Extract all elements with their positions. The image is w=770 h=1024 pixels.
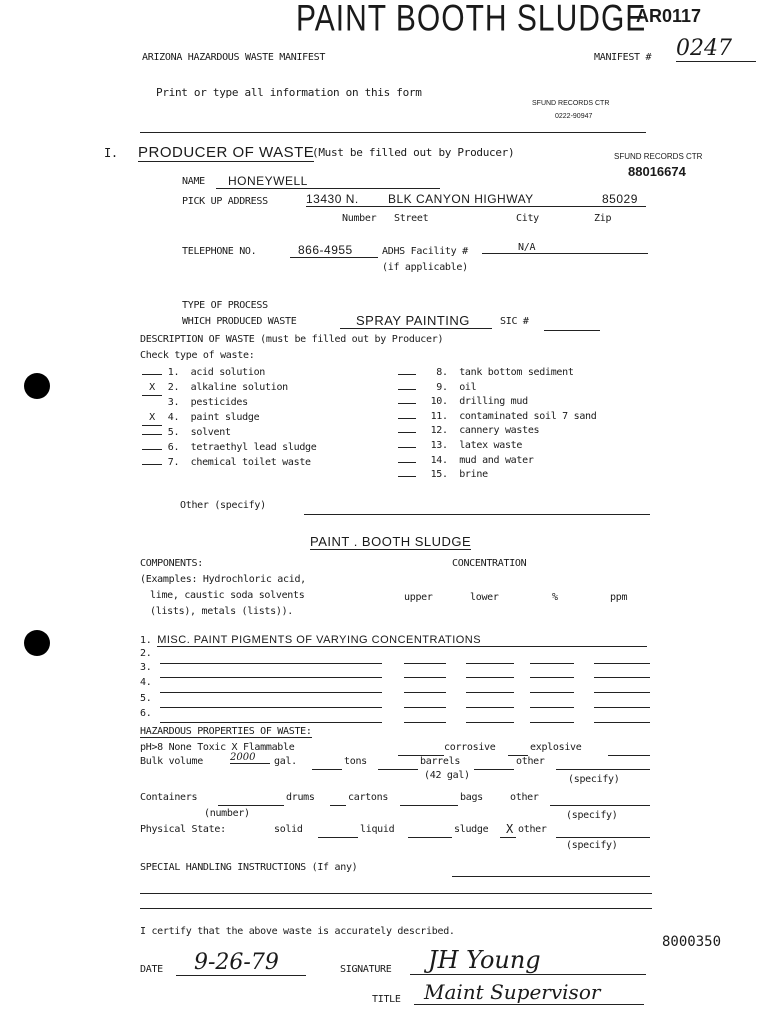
title-value: Maint Supervisor	[414, 980, 644, 1005]
concentration-label: CONCENTRATION	[452, 558, 527, 569]
containers-other: other	[510, 792, 539, 803]
waste-type-item: 10. drilling mud	[398, 395, 596, 410]
records-stamp-1-line2: 0222-90947	[555, 113, 593, 120]
waste-type-item: 3. pesticides	[167, 397, 248, 409]
other-specify-underline	[304, 514, 650, 515]
containers-cartons: cartons	[348, 792, 389, 803]
waste-type-item: X 2. alkaline solution	[142, 381, 317, 397]
physical-line	[500, 837, 516, 838]
address-sub-number: Number	[342, 213, 377, 224]
physical-sludge-mark: X	[506, 822, 513, 836]
conc-line	[466, 707, 514, 708]
sic-label: SIC #	[500, 316, 529, 327]
conc-line	[404, 692, 446, 693]
certify-text: I certify that the above waste is accurately described.	[140, 926, 455, 937]
bulk-line	[312, 769, 342, 770]
address-street: BLK CANYON HIGHWAY	[384, 192, 584, 207]
containers-number: (number)	[204, 808, 250, 819]
header-divider	[140, 132, 646, 133]
sic-underline	[544, 330, 600, 331]
section-number: I.	[104, 146, 118, 160]
column-percent: %	[552, 592, 558, 603]
hazard-ph-line: pH>8 None Toxic X Flammable	[140, 742, 295, 753]
column-lower: lower	[470, 592, 499, 603]
date-label: DATE	[140, 964, 163, 975]
signature-label: SIGNATURE	[340, 964, 392, 975]
bulk-42gal: (42 gal)	[424, 770, 470, 781]
special-line	[140, 908, 652, 909]
physical-line	[556, 837, 650, 838]
conc-line	[530, 722, 574, 723]
components-heading: PAINT . BOOTH SLUDGE	[310, 534, 472, 549]
containers-specify: (specify)	[566, 810, 618, 821]
document-id: AR0117	[636, 6, 702, 26]
bulk-tons: tons	[344, 756, 367, 767]
conc-line	[404, 722, 446, 723]
waste-type-item: 13. latex waste	[398, 439, 596, 454]
address-label: PICK UP ADDRESS	[182, 196, 268, 207]
waste-type-item: 12. cannery wastes	[398, 424, 596, 439]
address-number: 13430 N.	[306, 192, 384, 207]
check-type-label: Check type of waste:	[140, 350, 255, 361]
special-handling-label: SPECIAL HANDLING INSTRUCTIONS (If any)	[140, 862, 358, 873]
special-line	[140, 893, 652, 894]
form-name: ARIZONA HAZARDOUS WASTE MANIFEST	[142, 52, 326, 63]
description-label: DESCRIPTION OF WASTE (must be filled out by Producer)	[140, 334, 444, 345]
name-value: HONEYWELL	[216, 174, 440, 189]
conc-line	[530, 707, 574, 708]
adhs-label: ADHS Facility #	[382, 246, 468, 257]
hazard-explosive: explosive	[530, 742, 582, 753]
component-line	[160, 663, 382, 664]
containers-bags: bags	[460, 792, 483, 803]
conc-line	[594, 707, 650, 708]
address-sub-zip: Zip	[594, 213, 612, 224]
component-line	[160, 677, 382, 678]
adhs-note: (if applicable)	[382, 262, 468, 273]
bulk-line	[556, 769, 650, 770]
hole-punch-top	[24, 373, 50, 399]
manifest-number: 0247	[676, 36, 756, 62]
telephone-label: TELEPHONE NO.	[182, 246, 257, 257]
waste-type-item: 15. brine	[398, 468, 596, 483]
component-line	[160, 722, 382, 723]
waste-type-right-list	[398, 366, 596, 483]
conc-line	[594, 663, 650, 664]
containers-drums: drums	[286, 792, 315, 803]
physical-solid: solid	[274, 824, 303, 835]
bulk-specify: (specify)	[568, 774, 620, 785]
waste-type-item: 9. oil	[398, 381, 596, 396]
components-examples-3: (lists), metals (lists)).	[150, 606, 294, 617]
physical-other: other	[518, 824, 547, 835]
waste-type-item: 1. acid solution	[142, 366, 317, 381]
conc-line	[404, 663, 446, 664]
section-heading-note: (Must be filled out by Producer)	[312, 146, 515, 159]
adhs-value: N/A	[482, 242, 648, 254]
bulk-volume-label: Bulk volume	[140, 756, 203, 767]
physical-specify: (specify)	[566, 840, 618, 851]
conc-line	[466, 722, 514, 723]
components-examples-2: lime, caustic soda solvents	[150, 590, 305, 601]
bulk-line	[474, 769, 514, 770]
address-sub-street: Street	[394, 213, 429, 224]
containers-line	[400, 805, 458, 806]
physical-line	[408, 837, 452, 838]
conc-line	[530, 677, 574, 678]
hole-punch-bottom	[24, 630, 50, 656]
component-row: 6.	[140, 708, 152, 719]
column-upper: upper	[404, 592, 433, 603]
records-stamp-2-line1: SFUND RECORDS CTR	[614, 152, 703, 161]
components-examples-1: (Examples: Hydrochloric acid,	[140, 574, 306, 585]
title-label: TITLE	[372, 994, 401, 1005]
components-label: COMPONENTS:	[140, 558, 203, 569]
hazard-line	[608, 755, 650, 756]
containers-label: Containers	[140, 792, 198, 803]
bulk-line	[378, 769, 418, 770]
component-row: 3.	[140, 662, 152, 673]
conc-line	[404, 677, 446, 678]
conc-line	[594, 692, 650, 693]
bulk-other: other	[516, 756, 545, 767]
other-specify-label: Other (specify)	[180, 500, 266, 511]
component-line	[160, 707, 382, 708]
waste-type-item: 6. tetraethyl lead sludge	[142, 441, 317, 456]
waste-type-item: 5. solvent	[142, 426, 317, 441]
hazard-corrosive: corrosive	[444, 742, 496, 753]
component-line	[160, 692, 382, 693]
telephone-value: 866-4955	[290, 243, 378, 258]
conc-line	[530, 692, 574, 693]
column-ppm: ppm	[610, 592, 628, 603]
date-value: 9-26-79	[176, 950, 306, 976]
component-row: 4.	[140, 677, 152, 688]
bates-number: 8000350	[662, 934, 722, 950]
name-label: NAME	[182, 176, 205, 187]
address-zip: 85029	[580, 192, 646, 207]
waste-type-item: 14. mud and water	[398, 454, 596, 469]
page-title: PAINT BOOTH SLUDGE	[296, 0, 647, 40]
physical-line	[318, 837, 358, 838]
component-row: 1. MISC. PAINT PIGMENTS OF VARYING CONCENTRATIONS	[140, 634, 647, 647]
instruction-text: Print or type all information on this form	[156, 86, 422, 99]
component-row: 5.	[140, 693, 152, 704]
waste-type-item: 7. chemical toilet waste	[142, 456, 317, 471]
conc-line	[466, 663, 514, 664]
manifest-label: MANIFEST #	[594, 52, 652, 63]
conc-line	[530, 663, 574, 664]
records-stamp-1-line1: SFUND RECORDS CTR	[532, 100, 610, 107]
containers-line	[330, 805, 346, 806]
records-stamp-2-line2: 88016674	[628, 164, 686, 179]
waste-type-left-list	[142, 366, 317, 470]
bulk-barrels: barrels	[420, 756, 461, 767]
process-label-1: TYPE OF PROCESS	[182, 300, 268, 311]
physical-liquid: liquid	[360, 824, 395, 835]
address-sub-city: City	[516, 213, 539, 224]
containers-line	[550, 805, 650, 806]
conc-line	[594, 722, 650, 723]
section-heading: PRODUCER OF WASTE	[138, 144, 315, 161]
containers-line	[218, 805, 284, 806]
signature-value: JH Young	[410, 946, 646, 975]
conc-line	[466, 692, 514, 693]
hazard-label: HAZARDOUS PROPERTIES OF WASTE:	[140, 726, 312, 737]
conc-line	[594, 677, 650, 678]
waste-type-item: 8. tank bottom sediment	[398, 366, 596, 381]
bulk-volume-value: 2000	[230, 752, 270, 764]
conc-line	[466, 677, 514, 678]
waste-type-item: 11. contaminated soil 7 sand	[398, 410, 596, 425]
component-row: 2.	[140, 648, 152, 659]
special-line	[452, 876, 650, 877]
physical-state-label: Physical State:	[140, 824, 226, 835]
physical-sludge: sludge	[454, 824, 489, 835]
process-value: SPRAY PAINTING	[340, 313, 492, 329]
process-label-2: WHICH PRODUCED WASTE	[182, 316, 297, 327]
conc-line	[404, 707, 446, 708]
waste-type-item: X 4. paint sludge	[142, 411, 317, 427]
bulk-gal: gal.	[274, 756, 297, 767]
